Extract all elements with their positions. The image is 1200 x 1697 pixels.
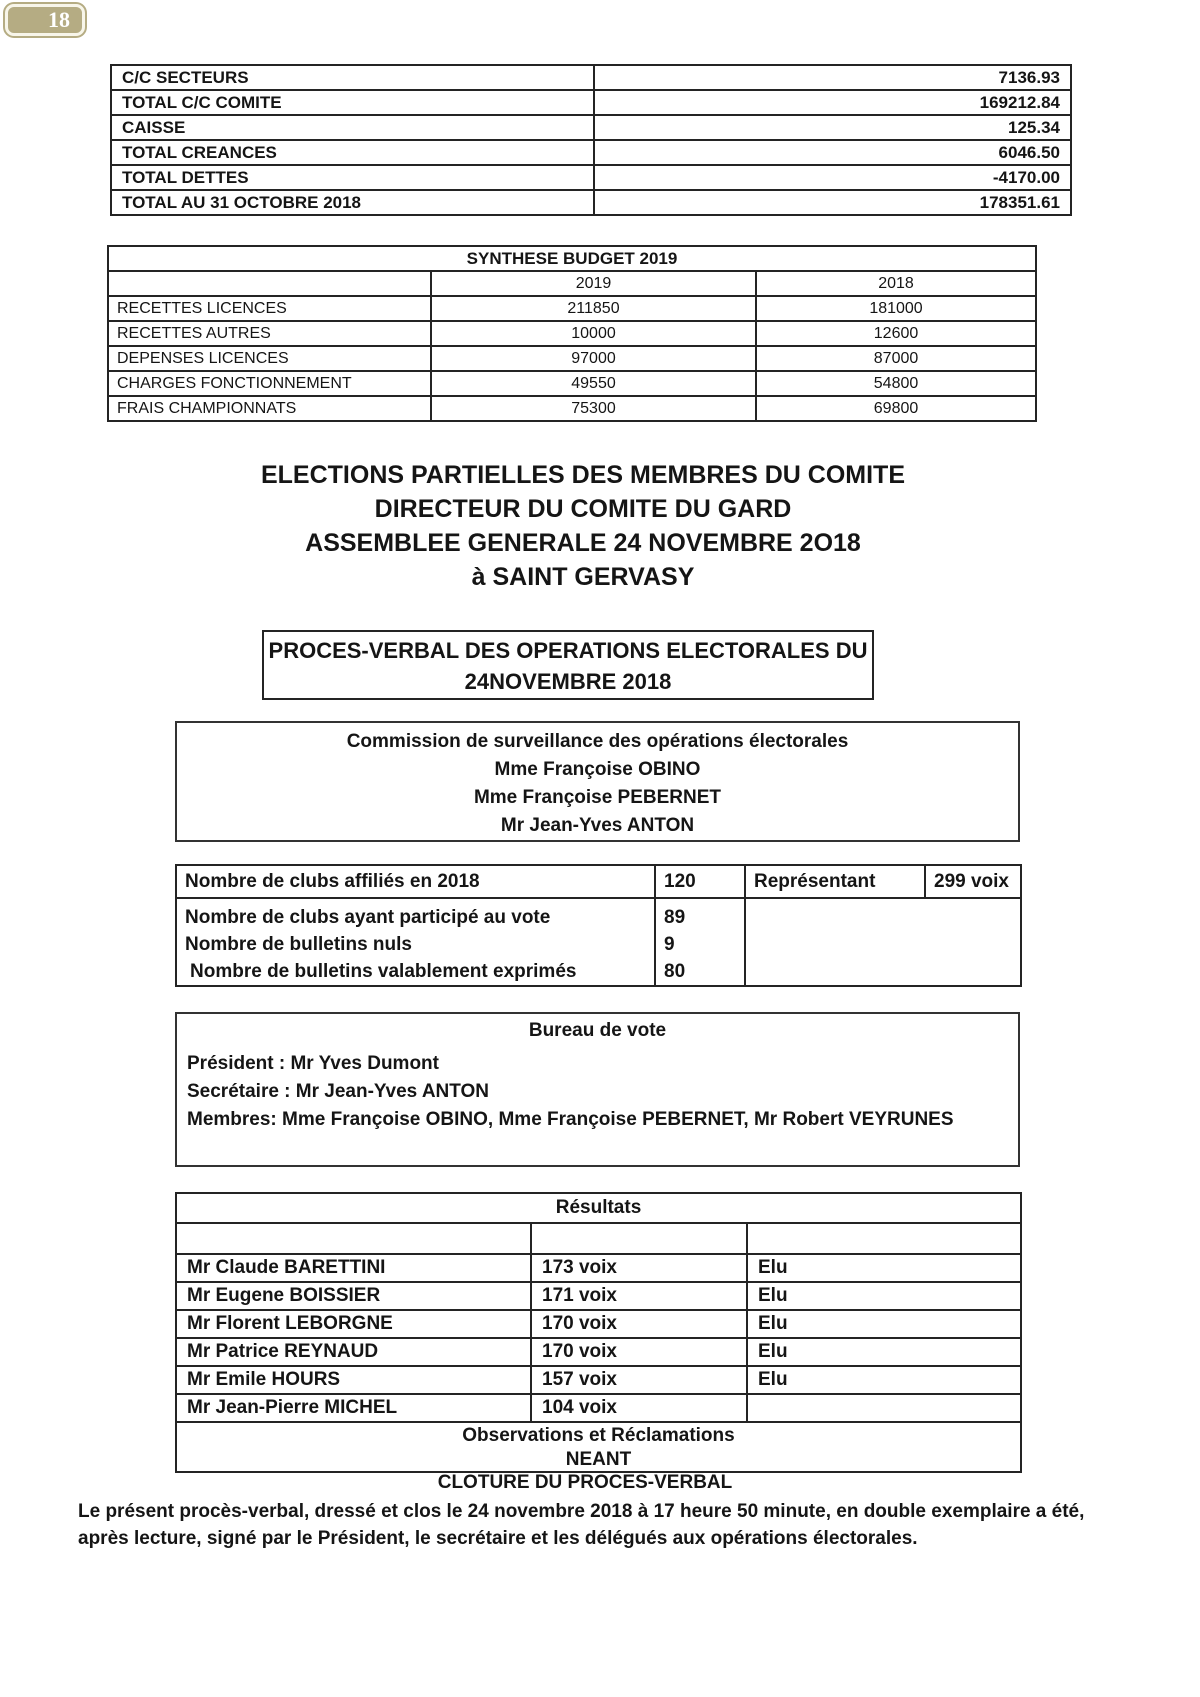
candidate-name: Mr Emile HOURS — [176, 1366, 531, 1394]
budget-value-2019: 75300 — [431, 396, 756, 421]
candidate-name: Mr Jean-Pierre MICHEL — [176, 1394, 531, 1422]
stat-label: Nombre de bulletins nuls — [185, 934, 412, 955]
table-row — [108, 371, 1036, 396]
candidate-name: Mr Florent LEBORGNE — [176, 1310, 531, 1338]
candidate-name: Mr Claude BARETTINI — [176, 1254, 531, 1282]
heading-line: ELECTIONS PARTIELLES DES MEMBRES DU COMITE — [260, 461, 906, 489]
table-row — [176, 1310, 1021, 1338]
stat-label: Nombre de clubs ayant participé au vote — [185, 907, 551, 928]
observations-value: NEANT — [176, 1448, 1021, 1472]
totals-value: 169212.84 — [594, 90, 1071, 115]
budget-value-2019: 97000 — [431, 346, 756, 371]
vote-stats-labels — [176, 898, 655, 986]
totals-label: CAISSE — [111, 115, 594, 140]
totals-value: 7136.93 — [594, 65, 1071, 90]
table-row — [111, 90, 1071, 115]
table-row — [176, 1282, 1021, 1310]
vote-count: 170 voix — [531, 1310, 747, 1338]
commission-title: Commission de surveillance des opérations électorales — [346, 731, 849, 752]
table-row — [108, 321, 1036, 346]
budget-col-header-2018: 2018 — [756, 271, 1036, 296]
vote-count: 171 voix — [531, 1282, 747, 1310]
budget-value-2018: 12600 — [756, 321, 1036, 346]
budget-col-header-2019: 2019 — [431, 271, 756, 296]
totals-value: 6046.50 — [594, 140, 1071, 165]
table-row — [108, 296, 1036, 321]
table-row — [176, 1223, 1021, 1254]
proces-verbal-box — [262, 630, 874, 700]
clubs-affilies-label: Nombre de clubs affiliés en 2018 — [176, 865, 655, 898]
bureau-members — [177, 1050, 1018, 1134]
results-table — [175, 1192, 1022, 1473]
results-title: Résultats — [176, 1193, 1021, 1223]
budget-table — [107, 245, 1037, 422]
page-number-badge: 18 — [5, 4, 85, 36]
budget-table-title: SYNTHESE BUDGET 2019 — [108, 246, 1036, 271]
elu-status — [747, 1394, 1021, 1422]
bureau-de-vote-box — [175, 1012, 1020, 1167]
table-row — [111, 65, 1071, 90]
table-row — [111, 140, 1071, 165]
stat-value: 9 — [664, 934, 675, 955]
budget-value-2019: 10000 — [431, 321, 756, 346]
budget-label: RECETTES AUTRES — [108, 321, 431, 346]
elu-status: Elu — [747, 1366, 1021, 1394]
table-row — [176, 898, 1021, 986]
vote-count: 170 voix — [531, 1338, 747, 1366]
budget-value-2019: 49550 — [431, 371, 756, 396]
table-row — [108, 396, 1036, 421]
budget-label: RECETTES LICENCES — [108, 296, 431, 321]
table-row — [176, 1254, 1021, 1282]
totals-value: -4170.00 — [594, 165, 1071, 190]
commission-member: Mme Françoise OBINO — [494, 759, 701, 780]
budget-value-2018: 69800 — [756, 396, 1036, 421]
budget-label: FRAIS CHAMPIONNATS — [108, 396, 431, 421]
commission-member: Mme Françoise PEBERNET — [473, 787, 722, 808]
totals-label: TOTAL AU 31 OCTOBRE 2018 — [111, 190, 594, 215]
table-row — [111, 190, 1071, 215]
proces-verbal-line: 24NOVEMBRE 2018 — [464, 669, 672, 694]
totals-label: TOTAL DETTES — [111, 165, 594, 190]
totals-label: TOTAL C/C COMITE — [111, 90, 594, 115]
budget-value-2019: 211850 — [431, 296, 756, 321]
clubs-table — [175, 864, 1022, 987]
clubs-affilies-count: 120 — [655, 865, 745, 898]
table-row — [176, 1193, 1021, 1223]
election-headings — [83, 458, 1083, 594]
commission-member: Mr Jean-Yves ANTON — [500, 815, 695, 836]
budget-value-2018: 181000 — [756, 296, 1036, 321]
bureau-title: Bureau de vote — [528, 1020, 667, 1041]
table-row — [108, 346, 1036, 371]
results-empty-cell — [176, 1223, 531, 1254]
vote-stats-values — [655, 898, 745, 986]
elu-status: Elu — [747, 1254, 1021, 1282]
proces-verbal-line: PROCES-VERBAL DES OPERATIONS ELECTORALES DU — [268, 638, 868, 663]
commission-box — [175, 721, 1020, 842]
table-row — [176, 1394, 1021, 1422]
table-row — [111, 115, 1071, 140]
vote-count: 104 voix — [531, 1394, 747, 1422]
budget-label: DEPENSES LICENCES — [108, 346, 431, 371]
budget-value-2018: 87000 — [756, 346, 1036, 371]
totals-label: TOTAL CREANCES — [111, 140, 594, 165]
cloture-title: CLOTURE DU PROCES-VERBAL — [437, 1472, 733, 1493]
heading-line: à SAINT GERVASY — [471, 563, 695, 591]
table-row — [176, 1366, 1021, 1394]
candidate-name: Mr Patrice REYNAUD — [176, 1338, 531, 1366]
stat-label: Nombre de bulletins valablement exprimés — [190, 961, 577, 982]
results-empty-cell — [747, 1223, 1021, 1254]
clubs-empty-cell — [745, 898, 1021, 986]
heading-line: DIRECTEUR DU COMITE DU GARD — [374, 495, 792, 523]
budget-value-2018: 54800 — [756, 371, 1036, 396]
table-row — [176, 865, 1021, 898]
budget-label: CHARGES FONCTIONNEMENT — [108, 371, 431, 396]
voix-count: 299 voix — [925, 865, 1021, 898]
vote-count: 173 voix — [531, 1254, 747, 1282]
candidate-name: Mr Eugene BOISSIER — [176, 1282, 531, 1310]
bureau-membres: Membres: Mme Françoise OBINO, Mme Françoise PEBERNET, Mr Robert VEYRUNES — [187, 1109, 954, 1130]
table-row — [108, 246, 1036, 271]
bureau-secretaire: Secrétaire : Mr Jean-Yves ANTON — [187, 1081, 490, 1102]
budget-empty-cell — [108, 271, 431, 296]
observations-title: Observations et Réclamations — [176, 1422, 1021, 1448]
totals-label: C/C SECTEURS — [111, 65, 594, 90]
stat-value: 89 — [664, 907, 686, 928]
elu-status: Elu — [747, 1310, 1021, 1338]
table-row — [176, 1422, 1021, 1448]
table-row — [108, 271, 1036, 296]
table-row — [176, 1338, 1021, 1366]
vote-count: 157 voix — [531, 1366, 747, 1394]
representant-label: Représentant — [745, 865, 925, 898]
totals-value: 178351.61 — [594, 190, 1071, 215]
totals-value: 125.34 — [594, 115, 1071, 140]
elu-status: Elu — [747, 1282, 1021, 1310]
table-row — [176, 1448, 1021, 1472]
elu-status: Elu — [747, 1338, 1021, 1366]
stat-value: 80 — [664, 961, 686, 982]
bureau-president: Président : Mr Yves Dumont — [187, 1053, 439, 1074]
totals-table — [110, 64, 1072, 216]
closing-paragraph: Le présent procès-verbal, dressé et clos le 24 novembre 2018 à 17 heure 50 minute, en double exemplaire a été, après lecture, signé par le Président, le secrétaire et les délégués aux opérations électorales. — [78, 1501, 1085, 1549]
table-row — [111, 165, 1071, 190]
results-empty-cell — [531, 1223, 747, 1254]
heading-line: ASSEMBLEE GENERALE 24 NOVEMBRE 2O18 — [305, 529, 861, 557]
